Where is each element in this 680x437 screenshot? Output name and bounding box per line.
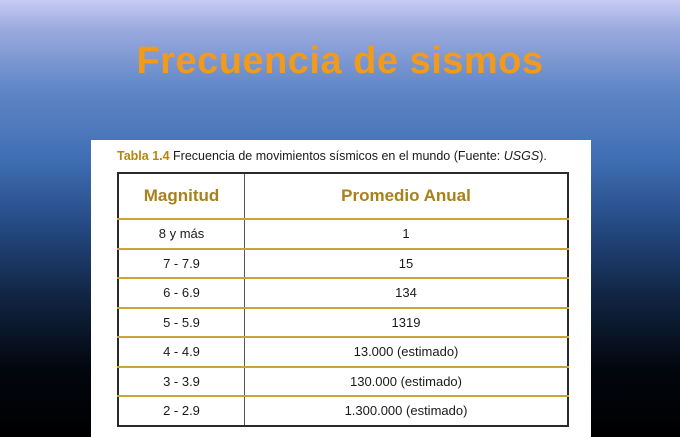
table-caption xyxy=(117,149,547,163)
cell-promedio: 134 xyxy=(245,278,569,308)
cell-promedio: 1 xyxy=(245,219,569,249)
header-magnitud: Magnitud xyxy=(118,173,245,219)
table-header-row xyxy=(118,173,568,219)
table-row xyxy=(118,249,568,279)
table-row xyxy=(118,337,568,367)
table-caption-source: USGS xyxy=(503,149,540,163)
cell-magnitud: 3 - 3.9 xyxy=(118,367,245,397)
cell-magnitud: 7 - 7.9 xyxy=(118,249,245,279)
cell-magnitud: 2 - 2.9 xyxy=(118,396,245,426)
table-caption-label: Tabla 1.4 xyxy=(117,149,170,163)
table-row xyxy=(118,396,568,426)
cell-promedio: 130.000 (estimado) xyxy=(245,367,569,397)
cell-magnitud: 5 - 5.9 xyxy=(118,308,245,338)
table-row xyxy=(118,219,568,249)
seismic-frequency-table xyxy=(117,172,569,427)
table-row xyxy=(118,308,568,338)
table-panel xyxy=(91,140,591,437)
cell-magnitud: 4 - 4.9 xyxy=(118,337,245,367)
cell-promedio: 1319 xyxy=(245,308,569,338)
slide-title: Frecuencia de sismos xyxy=(136,40,544,82)
table-caption-end: ). xyxy=(539,149,547,163)
cell-promedio: 13.000 (estimado) xyxy=(245,337,569,367)
table-caption-text: Frecuencia de movimientos sísmicos en el mundo (Fuente: xyxy=(169,149,504,163)
cell-magnitud: 8 y más xyxy=(118,219,245,249)
cell-promedio: 1.300.000 (estimado) xyxy=(245,396,569,426)
table-row xyxy=(118,278,568,308)
cell-promedio: 15 xyxy=(245,249,569,279)
header-promedio-anual: Promedio Anual xyxy=(245,173,569,219)
cell-magnitud: 6 - 6.9 xyxy=(118,278,245,308)
table-row xyxy=(118,367,568,397)
